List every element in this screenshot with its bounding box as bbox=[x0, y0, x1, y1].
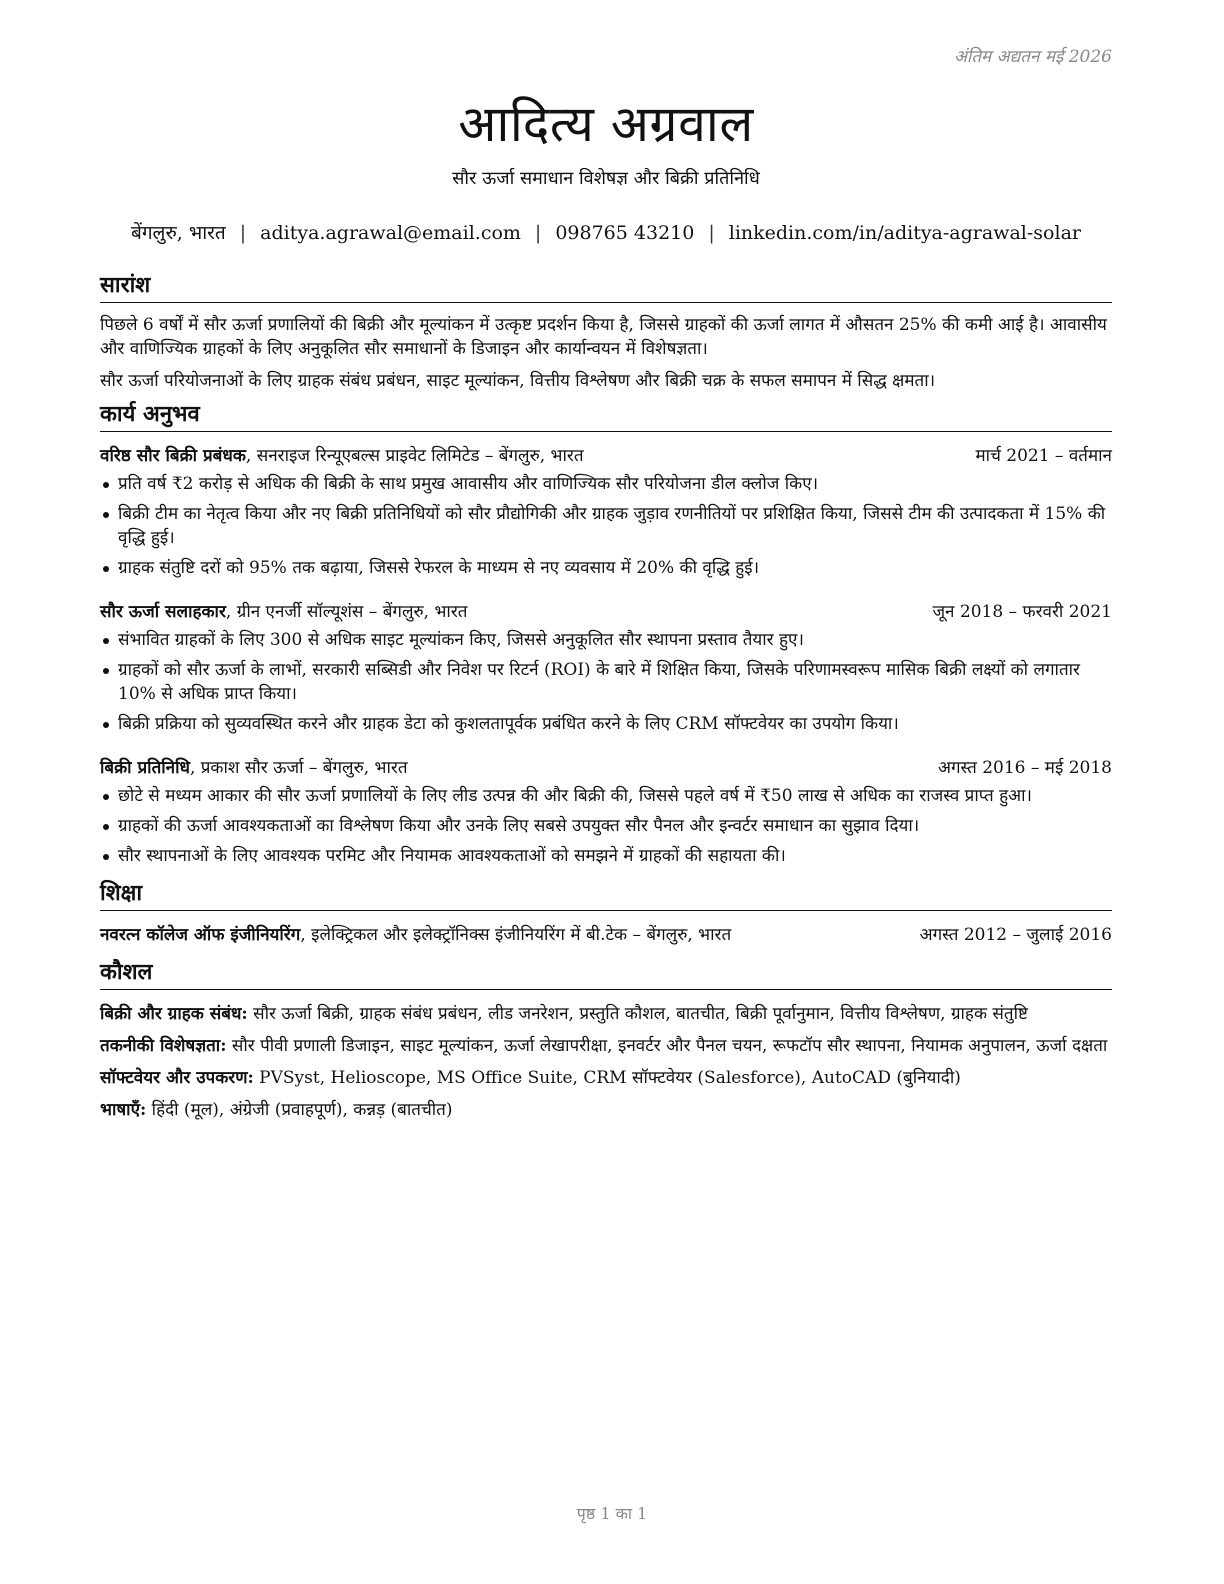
job-org: , ग्रीन एनर्जी सॉल्यूशंस – बेंगलुरु, भारत bbox=[225, 602, 468, 622]
contact-phone: 098765 43210 bbox=[555, 222, 695, 244]
skill-row bbox=[100, 1066, 1112, 1090]
job-dates: मार्च 2021 – वर्तमान bbox=[975, 446, 1112, 466]
job-header bbox=[100, 600, 1112, 624]
contact-location: बेंगलुरु, भारत bbox=[131, 222, 226, 244]
job-header bbox=[100, 756, 1112, 780]
job-dates: जून 2018 – फरवरी 2021 bbox=[932, 602, 1112, 622]
education-section bbox=[100, 878, 1112, 947]
education-degree: , इलेक्ट्रिकल और इलेक्ट्रॉनिक्स इंजीनियरिंग में बी.टेक – बेंगलुरु, भारत bbox=[300, 925, 732, 945]
job-entry bbox=[100, 756, 1112, 868]
contact-separator: | bbox=[239, 222, 247, 244]
job-bullet: छोटे से मध्यम आकार की सौर ऊर्जा प्रणालियों के लिए लीड उत्पन्न की और बिक्री की, जिससे पहले वर्ष में ₹50 लाख से अधिक का राजस्व प्राप्त हुआ। bbox=[118, 784, 1112, 808]
skill-label: सॉफ्टवेयर और उपकरण: bbox=[100, 1068, 254, 1088]
job-bullets bbox=[100, 628, 1112, 736]
job-bullet: बिक्री टीम का नेतृत्व किया और नए बिक्री प्रतिनिधियों को सौर प्रौद्योगिकी और ग्राहक जुड़ाव रणनीतियों पर प्रशिक्षित किया, जिससे टीम की उत्पादकता में 15% की वृद्धि हुई। bbox=[118, 502, 1112, 550]
contact-separator: | bbox=[708, 222, 715, 244]
section-title-summary: सारांश bbox=[100, 270, 1112, 303]
contact-line bbox=[100, 219, 1112, 245]
summary-paragraph: पिछले 6 वर्षों में सौर ऊर्जा प्रणालियों की बिक्री और मूल्यांकन में उत्कृष्ट प्रदर्शन किया है, जिससे ग्राहकों की ऊर्जा लागत में औसतन 25% की कमी आई है। आवासीय और वाणिज्यिक ग्राहकों के लिए अनुकूलित सौर समाधानों के डिजाइन और कार्यान्वयन में विशेषज्ञता। bbox=[100, 315, 1107, 359]
section-title-skills: कौशल bbox=[100, 957, 1112, 990]
skill-value: हिंदी (मूल), अंग्रेजी (प्रवाहपूर्ण), कन्नड़ (बातचीत) bbox=[146, 1100, 453, 1120]
education-entry bbox=[100, 923, 1112, 947]
candidate-name: आदित्य अग्रवाल bbox=[458, 95, 754, 153]
skill-value: PVSyst, Helioscope, MS Office Suite, CRM सॉफ्टवेयर (Salesforce), AutoCAD (बुनियादी) bbox=[253, 1068, 961, 1088]
skill-row bbox=[100, 1098, 1112, 1122]
section-title-experience: कार्य अनुभव bbox=[100, 399, 1112, 432]
education-school: नवरत्न कॉलेज ऑफ इंजीनियरिंग bbox=[100, 925, 301, 945]
education-dates: अगस्त 2012 – जुलाई 2016 bbox=[919, 925, 1112, 945]
job-bullets bbox=[100, 784, 1112, 868]
job-title-line bbox=[100, 444, 584, 468]
job-bullet: ग्राहकों की ऊर्जा आवश्यकताओं का विश्लेषण किया और उनके लिए सबसे उपयुक्त सौर पैनल और इन्वर्टर समाधान का सुझाव दिया। bbox=[118, 814, 1112, 838]
job-title-line bbox=[100, 600, 467, 624]
skills-section bbox=[100, 957, 1112, 1122]
job-entry bbox=[100, 444, 1112, 580]
job-role: बिक्री प्रतिनिधि bbox=[100, 758, 190, 778]
summary-paragraph: सौर ऊर्जा परियोजनाओं के लिए ग्राहक संबंध प्रबंधन, साइट मूल्यांकन, वित्तीय विश्लेषण और बिक्री चक्र के सफल समापन में सिद्ध क्षमता। bbox=[100, 371, 936, 391]
job-dates: अगस्त 2016 – मई 2018 bbox=[937, 758, 1112, 778]
job-header bbox=[100, 444, 1112, 468]
resume-content bbox=[100, 270, 1112, 1122]
job-org: , प्रकाश सौर ऊर्जा – बेंगलुरु, भारत bbox=[189, 758, 408, 778]
skill-label: बिक्री और ग्राहक संबंध: bbox=[100, 1004, 248, 1024]
contact-separator: | bbox=[534, 222, 542, 244]
skill-row bbox=[100, 1034, 1112, 1058]
resume-page bbox=[100, 0, 1112, 1584]
education-line bbox=[100, 923, 731, 947]
job-role: सौर ऊर्जा सलाहकार bbox=[100, 602, 226, 622]
tagline: सौर ऊर्जा समाधान विशेषज्ञ और बिक्री प्रतिनिधि bbox=[452, 168, 760, 189]
skill-label: भाषाएँ: bbox=[100, 1100, 147, 1120]
skill-row bbox=[100, 1002, 1112, 1026]
section-title-education: शिक्षा bbox=[100, 878, 1112, 911]
summary-section bbox=[100, 270, 1112, 393]
job-bullet: ग्राहक संतुष्टि दरों को 95% तक बढ़ाया, जिससे रेफरल के माध्यम से नए व्यवसाय में 20% की वृद्धि हुई। bbox=[118, 556, 1112, 580]
job-bullet: संभावित ग्राहकों के लिए 300 से अधिक साइट मूल्यांकन किए, जिससे अनुकूलित सौर स्थापना प्रस्ताव तैयार हुए। bbox=[118, 628, 1112, 652]
page-number: पृष्ठ 1 का 1 bbox=[576, 1504, 648, 1523]
job-title-line bbox=[100, 756, 408, 780]
job-bullet: ग्राहकों को सौर ऊर्जा के लाभों, सरकारी सब्सिडी और निवेश पर रिटर्न (ROI) के बारे में शिक्षित किया, जिसके परिणामस्वरूप मासिक बिक्री लक्ष्यों को लगातार 10% से अधिक प्राप्त किया। bbox=[118, 658, 1112, 706]
job-bullet: प्रति वर्ष ₹2 करोड़ से अधिक की बिक्री के साथ प्रमुख आवासीय और वाणिज्यिक सौर परियोजना डील क्लोज किए। bbox=[118, 472, 1112, 496]
job-role: वरिष्ठ सौर बिक्री प्रबंधक bbox=[100, 446, 246, 466]
job-bullets bbox=[100, 472, 1112, 580]
contact-email[interactable]: aditya.agrawal@email.com bbox=[260, 222, 521, 244]
skill-value: सौर पीवी प्रणाली डिजाइन, साइट मूल्यांकन, ऊर्जा लेखापरीक्षा, इनवर्टर और पैनल चयन, रूफटॉप सौर स्थापना, नियामक अनुपालन, ऊर्जा दक्षता bbox=[226, 1036, 1108, 1056]
skill-label: तकनीकी विशेषज्ञता: bbox=[100, 1036, 227, 1056]
skill-value: सौर ऊर्जा बिक्री, ग्राहक संबंध प्रबंधन, लीड जनरेशन, प्रस्तुति कौशल, बातचीत, बिक्री पूर्वानुमान, वित्तीय विश्लेषण, ग्राहक संतुष्टि bbox=[247, 1004, 1028, 1024]
job-org: , सनराइज रिन्यूएबल्स प्राइवेट लिमिटेड – बेंगलुरु, भारत bbox=[245, 446, 584, 466]
job-entry bbox=[100, 600, 1112, 736]
experience-section bbox=[100, 399, 1112, 868]
last-updated: अंतिम अद्यतन मई 2026 bbox=[953, 47, 1112, 67]
job-bullet: बिक्री प्रक्रिया को सुव्यवस्थित करने और ग्राहक डेटा को कुशलतापूर्वक प्रबंधित करने के लिए CRM सॉफ्टवेयर का उपयोग किया। bbox=[118, 712, 1112, 736]
job-bullet: सौर स्थापनाओं के लिए आवश्यक परमिट और नियामक आवश्यकताओं को समझने में ग्राहकों की सहायता की। bbox=[118, 844, 1112, 868]
contact-linkedin[interactable]: linkedin.com/in/aditya-agrawal-solar bbox=[728, 222, 1081, 244]
